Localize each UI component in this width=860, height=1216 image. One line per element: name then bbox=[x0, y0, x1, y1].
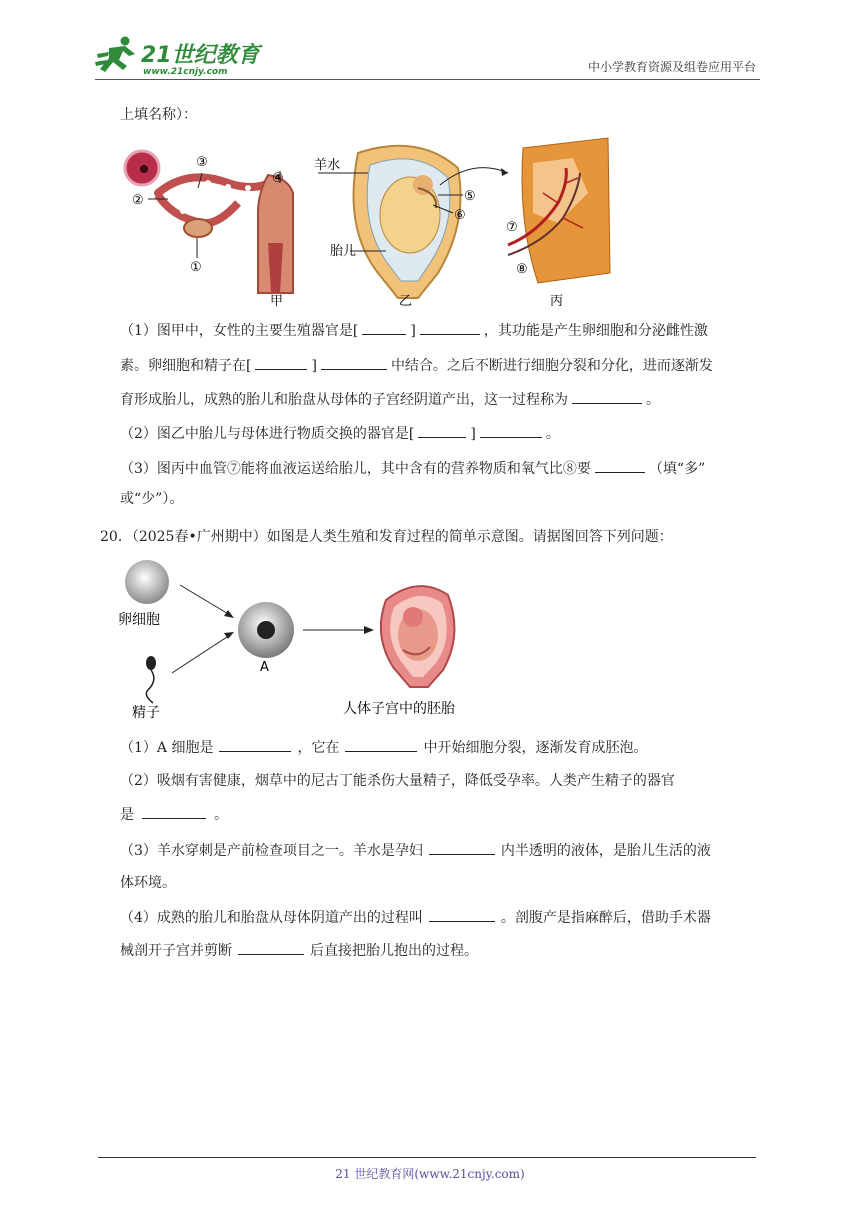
sperm-icon bbox=[146, 656, 156, 703]
q19-sub2: （2）图乙中胎儿与母体进行物质交换的器官是[ ] 。 bbox=[120, 423, 560, 444]
footer-text: 21 世纪教育网(www.21cnjy.com) bbox=[335, 1167, 525, 1181]
q20-stem: 20．（2025春•广州期中）如图是人类生殖和发育过程的简单示意图。请据图回答下列问题： bbox=[100, 529, 673, 545]
q20-sub4-line2: 械剖开子宫并剪断 后直接把胎儿抱出的过程。 bbox=[120, 940, 478, 961]
label-egg: 卵细胞 bbox=[118, 612, 160, 628]
blank-exchange-number[interactable] bbox=[418, 423, 466, 438]
label-embryo: 人体子宫中的胚胎 bbox=[343, 701, 455, 717]
label-amniotic: 羊水 bbox=[314, 158, 341, 173]
q20-sub1: （1）A 细胞是 ，它在 中开始细胞分裂，逐渐发育成胚泡。 bbox=[120, 737, 647, 758]
logo-url-text: www.21cnjy.com bbox=[143, 67, 228, 76]
blank-fertilization-place[interactable] bbox=[321, 355, 387, 370]
q20-sub2-line2: 是 。 bbox=[120, 804, 228, 825]
blank-fertilization-number[interactable] bbox=[255, 355, 307, 370]
q19-intro-tail: 上填名称）： bbox=[120, 107, 197, 123]
q20-sub2-line1: （2）吸烟有害健康，烟草中的尼古丁能杀伤大量精子，降低受孕率。人类产生精子的器官 bbox=[120, 773, 675, 789]
blank-sperm-organ[interactable] bbox=[142, 804, 206, 819]
blank-more-less[interactable] bbox=[595, 458, 645, 473]
egg-cell-icon bbox=[125, 560, 169, 604]
blank-exchange-organ[interactable] bbox=[480, 423, 542, 438]
label-7: ⑦ bbox=[506, 220, 518, 235]
page-header bbox=[95, 30, 760, 80]
blank-organ-number[interactable] bbox=[362, 320, 406, 335]
development-figure bbox=[118, 555, 498, 725]
reproductive-figure bbox=[118, 133, 618, 311]
q19-sub1-line3: 育形成胎儿，成熟的胎儿和胎盘从母体的子宫经阴道产出，这一过程称为 。 bbox=[120, 389, 660, 410]
q19-sub3-line1: （3）图丙中血管⑦能将血液运送给胎儿，其中含有的营养物质和氧气比⑧要 （填“多” bbox=[120, 458, 705, 479]
footer-divider bbox=[98, 1157, 756, 1158]
q20-sub4-line1: （4）成熟的胎儿和胎盘从母体阴道产出的过程叫 。剖腹产是指麻醉后，借助手术器 bbox=[120, 907, 711, 928]
blank-cut-structure[interactable] bbox=[238, 940, 304, 955]
header-divider bbox=[95, 79, 760, 80]
label-8: ⑧ bbox=[516, 262, 528, 277]
blank-location[interactable] bbox=[345, 737, 417, 752]
q19-sub1-line1: （1）图甲中，女性的主要生殖器官是[ ] ，其功能是产生卵细胞和分泌雌性激 bbox=[120, 320, 708, 341]
blank-delivery[interactable] bbox=[572, 389, 642, 404]
blank-organ-name[interactable] bbox=[420, 320, 480, 335]
logo-main-text: 21世纪教育 bbox=[141, 43, 260, 68]
label-4: ④ bbox=[272, 171, 284, 186]
platform-name: 中小学教育资源及组卷应用平台 bbox=[587, 60, 756, 74]
label-sperm: 精子 bbox=[132, 705, 160, 721]
blank-a-cell[interactable] bbox=[219, 737, 291, 752]
label-1: ① bbox=[190, 260, 202, 275]
q19-sub1-line2: 素。卵细胞和精子在[ ] 中结合。之后不断进行细胞分裂和分化，进而逐渐发 bbox=[120, 355, 713, 376]
label-6: ⑥ bbox=[454, 208, 466, 223]
label-5: ⑤ bbox=[464, 189, 476, 204]
q20-sub3-line1: （3）羊水穿刺是产前检查项目之一。羊水是孕妇 内半透明的液体，是胎儿生活的液 bbox=[120, 840, 711, 861]
caption-yi: 乙 bbox=[399, 294, 413, 309]
caption-bing: 丙 bbox=[550, 294, 564, 309]
embryo-uterus-icon bbox=[381, 586, 455, 687]
label-fetus: 胎儿 bbox=[330, 244, 357, 259]
logo-icon bbox=[95, 34, 265, 76]
blank-delivery-term[interactable] bbox=[429, 907, 495, 922]
q20-sub3-line2: 体环境。 bbox=[120, 875, 176, 891]
label-2: ② bbox=[132, 193, 144, 208]
label-a: A bbox=[260, 660, 269, 675]
blank-amniotic-place[interactable] bbox=[429, 840, 495, 855]
label-3: ③ bbox=[196, 155, 208, 170]
caption-jia: 甲 bbox=[270, 294, 284, 309]
q19-sub3-line2: 或“少”）。 bbox=[120, 491, 184, 507]
